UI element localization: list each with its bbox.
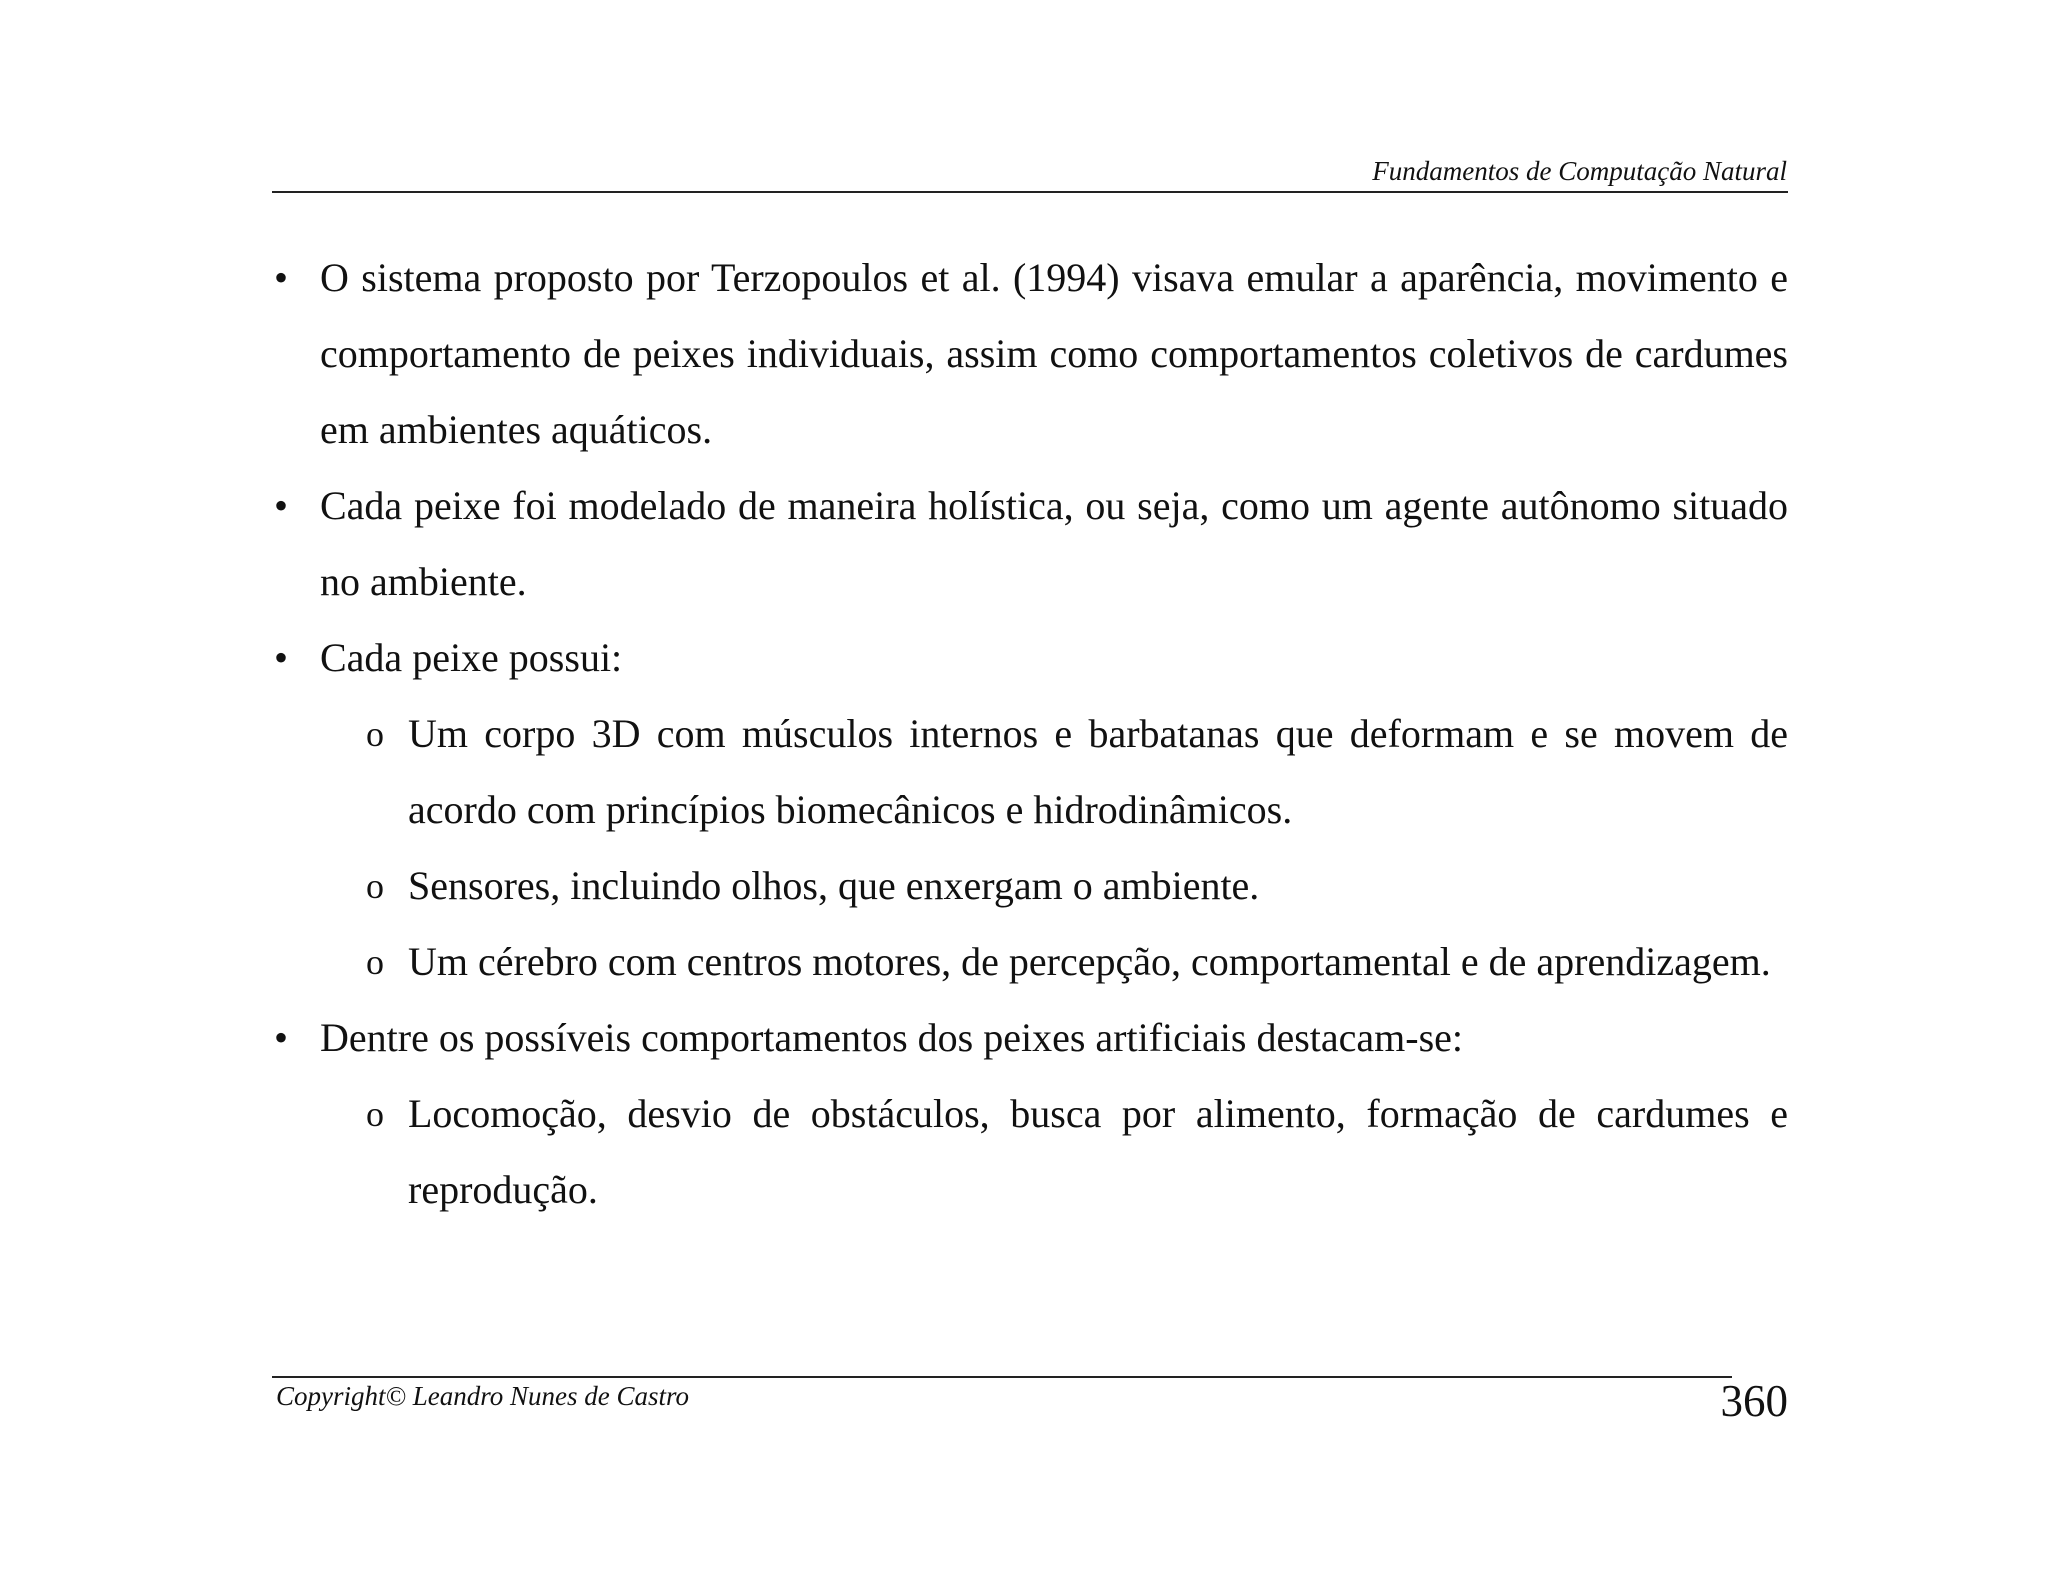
sub-bullet-text: Um corpo 3D com músculos internos e barbatanas que deformam e se movem de acordo com princípios biomecânicos e hidrodinâmicos.	[408, 711, 1788, 832]
sub-bullet-item	[272, 1076, 1788, 1228]
header-divider	[272, 191, 1788, 193]
sub-bullet-icon: o	[366, 714, 384, 754]
sub-bullet-icon: o	[366, 942, 384, 982]
sub-bullet-text: Um cérebro com centros motores, de percepção, comportamental e de aprendizagem.	[408, 939, 1771, 984]
page-number: 360	[1720, 1376, 1788, 1426]
bullet-text: Dentre os possíveis comportamentos dos peixes artificiais destacam-se:	[320, 1015, 1464, 1060]
sub-bullet-text: Locomoção, desvio de obstáculos, busca por alimento, formação de cardumes e reprodução.	[408, 1091, 1788, 1212]
bullet-item	[272, 240, 1788, 468]
bullet-text: O sistema proposto por Terzopoulos et al. (1994) visava emular a aparência, movimento e comportamento de peixes individuais, assim como comportamentos coletivos de cardumes em ambientes aquáticos.	[320, 255, 1788, 452]
slide-content	[272, 240, 1788, 1228]
bullet-item	[272, 468, 1788, 620]
bullet-text: Cada peixe possui:	[320, 635, 623, 680]
bullet-item	[272, 620, 1788, 696]
sub-bullet-text: Sensores, incluindo olhos, que enxergam o ambiente.	[408, 863, 1260, 908]
sub-bullet-icon: o	[366, 1094, 384, 1134]
sub-bullet-item	[272, 848, 1788, 924]
sub-bullet-icon: o	[366, 866, 384, 906]
bullet-icon: •	[274, 635, 289, 680]
bullet-icon: •	[274, 1015, 289, 1060]
copyright-notice: Copyright© Leandro Nunes de Castro	[276, 1381, 690, 1411]
bullet-item	[272, 1000, 1788, 1076]
bullet-icon: •	[274, 483, 289, 528]
bullet-text: Cada peixe foi modelado de maneira holística, ou seja, como um agente autônomo situado no ambiente.	[320, 483, 1788, 604]
sub-bullet-item	[272, 924, 1788, 1000]
running-header: Fundamentos de Computação Natural	[1372, 156, 1787, 186]
sub-bullet-item	[272, 696, 1788, 848]
bullet-icon: •	[274, 255, 289, 300]
